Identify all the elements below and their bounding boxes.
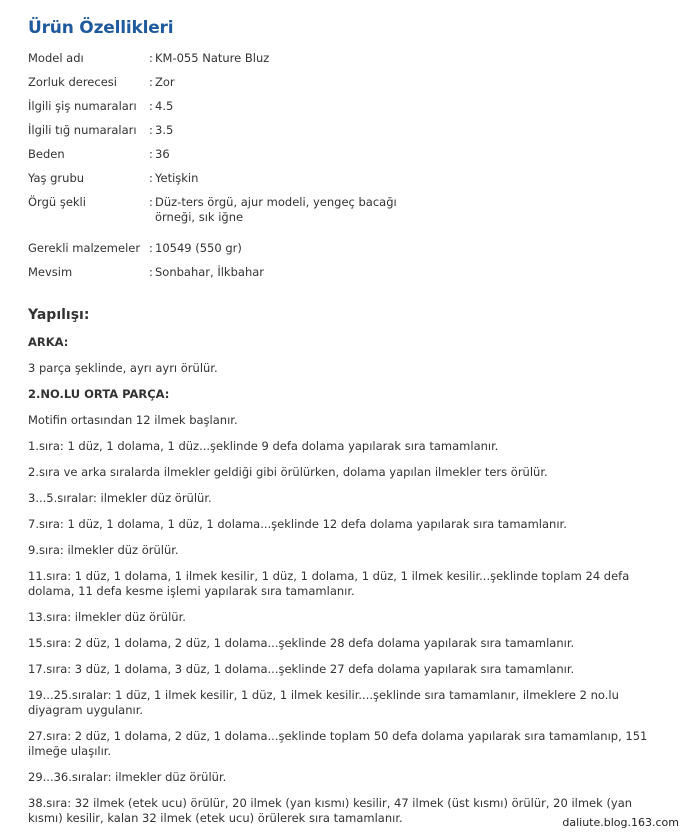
spec-label: İlgili şiş numaraları	[28, 99, 137, 113]
instruction-paragraph: 17.sıra: 3 düz, 1 dolama, 3 düz, 1 dolama...şeklinde 27 defa dolama yapılarak sıra tamamlanır.	[28, 662, 575, 676]
spec-row	[28, 265, 668, 280]
instruction-paragraph: 3 parça şeklinde, ayrı ayrı örülür.	[28, 361, 218, 375]
spec-colon: :	[149, 147, 153, 161]
instruction-paragraph: 15.sıra: 2 düz, 1 dolama, 2 düz, 1 dolama...şeklinde 28 defa dolama yapılarak sıra tamamlanır.	[28, 636, 575, 650]
spec-value: 4.5	[155, 99, 174, 113]
spec-row	[28, 195, 668, 225]
spec-label: Örgü şekli	[28, 195, 86, 209]
spec-row	[28, 123, 668, 138]
instruction-paragraph: 9.sıra: ilmekler düz örülür.	[28, 543, 179, 557]
spec-label: İlgili tığ numaraları	[28, 123, 137, 137]
spec-value: 36	[155, 147, 170, 161]
spec-colon: :	[149, 99, 153, 113]
spec-colon: :	[149, 195, 153, 209]
spec-value: Zor	[155, 75, 175, 89]
spec-row	[28, 241, 668, 256]
spec-colon: :	[149, 51, 153, 65]
spec-colon: :	[149, 241, 153, 255]
spec-label: Yaş grubu	[28, 171, 85, 185]
spec-label: Zorluk derecesi	[28, 75, 117, 89]
instruction-paragraph: 3...5.sıralar: ilmekler düz örülür.	[28, 491, 212, 505]
spec-row	[28, 147, 668, 162]
instruction-paragraph: 1.sıra: 1 düz, 1 dolama, 1 düz...şeklinde 9 defa dolama yapılarak sıra tamamlanır.	[28, 439, 499, 453]
spec-value: KM-055 Nature Bluz	[155, 51, 270, 65]
page-title: Ürün Özellikleri	[28, 18, 174, 38]
section-heading: 2.NO.LU ORTA PARÇA:	[28, 387, 170, 401]
spec-value: 10549 (550 gr)	[155, 241, 242, 255]
spec-colon: :	[149, 171, 153, 185]
spec-value: Düz-ters örgü, ajur modeli, yengeç bacağı örneği, sık iğne	[155, 195, 397, 224]
spec-label: Mevsim	[28, 265, 73, 279]
spec-row	[28, 51, 668, 66]
instruction-paragraph: 13.sıra: ilmekler düz örülür.	[28, 610, 186, 624]
instruction-paragraph: 38.sıra: 32 ilmek (etek ucu) örülür, 20 ilmek (yan kısmı) kesilir, 47 ilmek (üst kısmı) örülür, 20 ilmek (yan kısmı) kesilir, kalan 32 ilmek (etek ucu) örülerek sıra tamamlanır.	[28, 796, 633, 825]
instruction-paragraph: 29...36.sıralar: ilmekler düz örülür.	[28, 770, 227, 784]
instruction-paragraph: 11.sıra: 1 düz, 1 dolama, 1 ilmek kesilir, 1 düz, 1 dolama, 1 düz, 1 ilmek kesilir...şeklinde toplam 24 defa dolama, 11 defa kesme işlemi yapılarak sıra tamamlanır.	[28, 569, 630, 598]
section-heading: ARKA:	[28, 335, 69, 349]
spec-value: Sonbahar, İlkbahar	[155, 265, 265, 279]
spec-label: Gerekli malzemeler	[28, 241, 141, 255]
instruction-paragraph: 27.sıra: 2 düz, 1 dolama, 2 düz, 1 dolama...şeklinde toplam 50 defa dolama yapılarak sıra tamamlanıp, 151 ilmeğe ulaşılır.	[28, 729, 648, 758]
watermark: daliute.blog.163.com	[559, 815, 682, 830]
instruction-paragraph: Motifin ortasından 12 ilmek başlanır.	[28, 413, 238, 427]
spec-row	[28, 171, 668, 186]
spec-label: Model adı	[28, 51, 84, 65]
spec-row	[28, 75, 668, 90]
spec-colon: :	[149, 75, 153, 89]
instruction-paragraph: 7.sıra: 1 düz, 1 dolama, 1 düz, 1 dolama...şeklinde 12 defa dolama yapılarak sıra tamamlanır.	[28, 517, 567, 531]
section-title: Yapılışı:	[28, 307, 90, 323]
spec-colon: :	[149, 265, 153, 279]
specs-table	[28, 51, 668, 289]
spec-colon: :	[149, 123, 153, 137]
instruction-paragraph: 19...25.sıralar: 1 düz, 1 ilmek kesilir, 1 düz, 1 ilmek kesilir....şeklinde sıra tamamlanır, ilmeklere 2 no.lu diyagram uygulanır.	[28, 688, 619, 717]
instructions-body	[28, 335, 648, 837]
spec-value: Yetişkin	[155, 171, 199, 185]
spec-label: Beden	[28, 147, 65, 161]
instruction-paragraph: 2.sıra ve arka sıralarda ilmekler geldiği gibi örülürken, dolama yapılan ilmekler ters örülür.	[28, 465, 548, 479]
spec-row	[28, 99, 668, 114]
spec-value: 3.5	[155, 123, 174, 137]
